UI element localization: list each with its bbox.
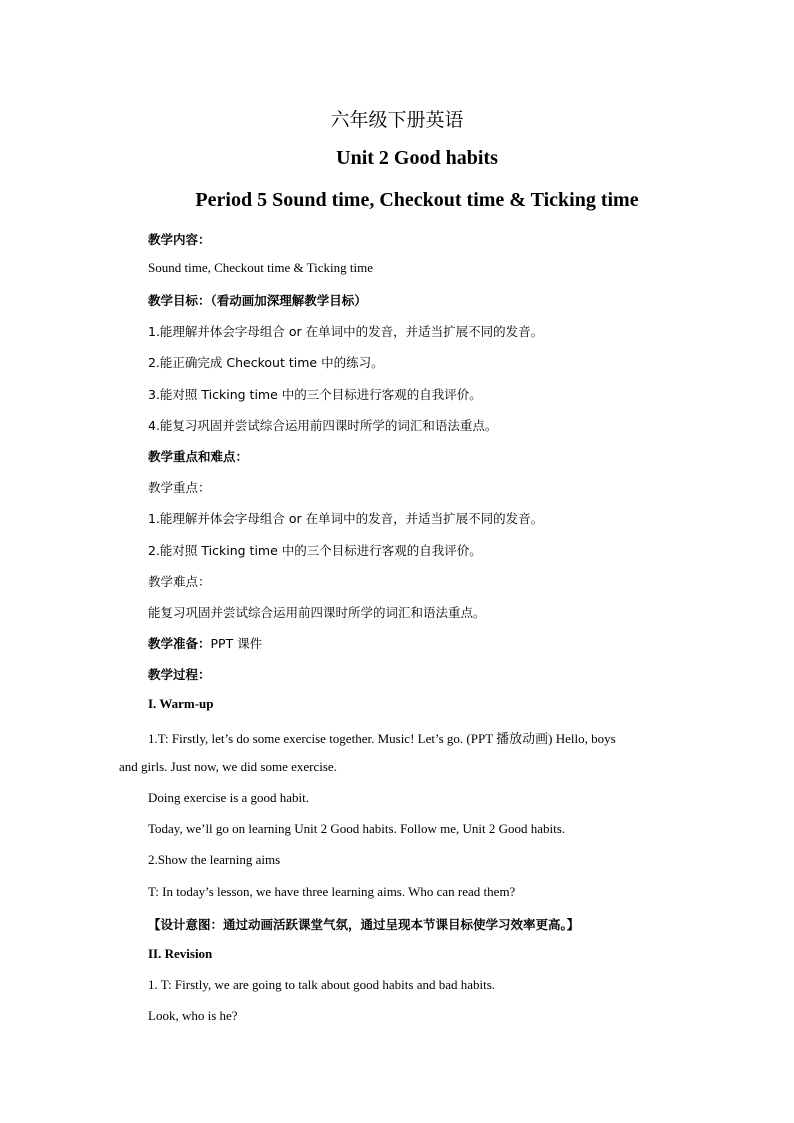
grade-title: 六年级下册英语 — [330, 109, 464, 131]
warmup-line: 1.T: Firstly, let’s do some exercise together. Music! Let’s go. (PPT 播放动画) Hello, boys — [148, 731, 616, 746]
goal-item: 2.能正确完成 Checkout time 中的练习。 — [148, 355, 384, 370]
difficult-point: 能复习巩固并尝试综合运用前四课时所学的词汇和语法重点。 — [148, 605, 486, 620]
preparation-line — [148, 634, 262, 652]
teaching-content-text: Sound time, Checkout time & Ticking time — [148, 260, 373, 275]
section-title-warmup: I. Warm-up — [148, 696, 214, 711]
key-points-label: 教学重点： — [148, 480, 211, 495]
key-point-item: 2.能对照 Ticking time 中的三个目标进行客观的自我评价。 — [148, 543, 482, 558]
goal-item: 4.能复习巩固并尝试综合运用前四课时所学的词汇和语法重点。 — [148, 418, 498, 433]
revision-line: Look, who is he? — [148, 1008, 238, 1023]
goal-item: 1.能理解并体会字母组合 or 在单词中的发音，并适当扩展不同的发音。 — [148, 324, 544, 339]
design-note: 【设计意图：通过动画活跃课堂气氛，通过呈现本节课目标使学习效率更高。】 — [148, 917, 580, 932]
difficult-label: 教学难点： — [148, 574, 211, 589]
preparation-label: 教学准备： — [148, 636, 211, 651]
key-point-item: 1.能理解并体会字母组合 or 在单词中的发音，并适当扩展不同的发音。 — [148, 511, 544, 526]
unit-title: Unit 2 Good habits — [336, 147, 498, 169]
preparation-text: PPT 课件 — [210, 636, 263, 651]
warmup-line: Today, we’ll go on learning Unit 2 Good habits. Follow me, Unit 2 Good habits. — [148, 821, 566, 836]
warmup-line: 2.Show the learning aims — [148, 852, 281, 867]
revision-line: 1. T: Firstly, we are going to talk about good habits and bad habits. — [148, 977, 496, 992]
warmup-line: and girls. Just now, we did some exercise. — [119, 759, 337, 774]
key-difficult-label: 教学重点和难点： — [148, 449, 249, 464]
period-title: Period 5 Sound time, Checkout time & Ticking time — [195, 189, 639, 211]
warmup-line: Doing exercise is a good habit. — [148, 790, 310, 805]
teaching-goals-label: 教学目标：（看动画加深理解教学目标） — [148, 293, 367, 308]
teaching-content-label: 教学内容： — [148, 232, 211, 247]
goal-item: 3.能对照 Ticking time 中的三个目标进行客观的自我评价。 — [148, 387, 482, 402]
process-label: 教学过程： — [148, 667, 211, 682]
section-title-revision: II. Revision — [148, 946, 213, 961]
warmup-line: T: In today’s lesson, we have three learning aims. Who can read them? — [148, 884, 516, 899]
